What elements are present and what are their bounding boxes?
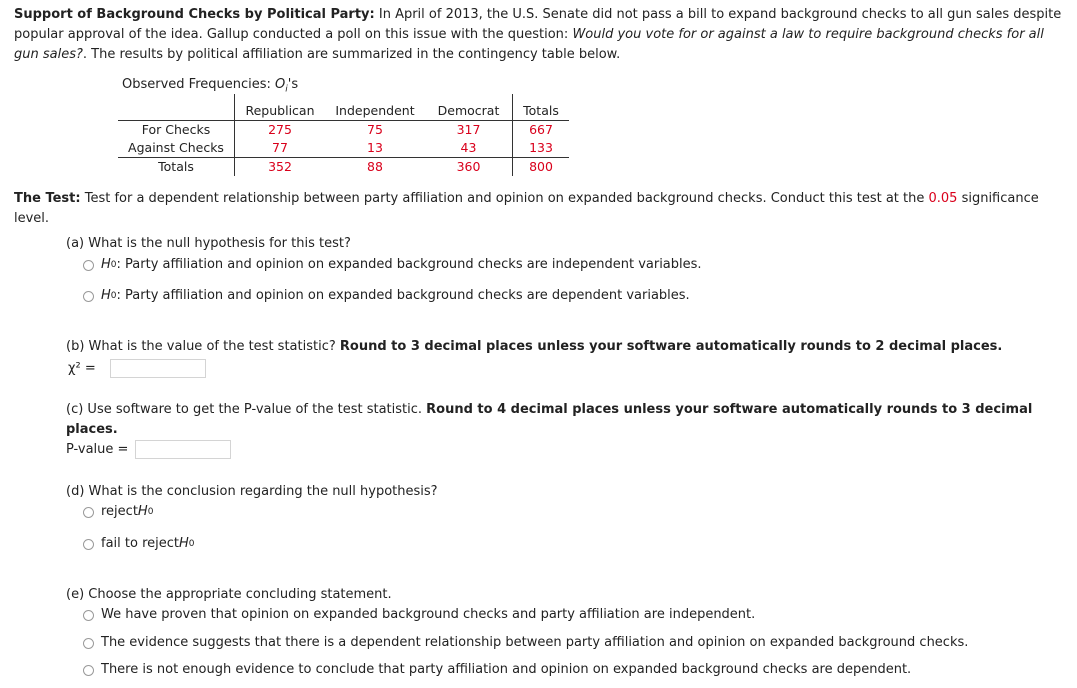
table-cell: 275 — [235, 121, 326, 140]
radio-button[interactable] — [83, 507, 94, 518]
p-value-input[interactable] — [135, 440, 231, 459]
problem-intro — [14, 5, 1069, 65]
significance-level: 0.05 — [928, 191, 958, 206]
poll-question: Would you vote for or against a law to require background checks for all gun sales? — [14, 27, 1044, 62]
chi-square-input[interactable] — [110, 359, 206, 378]
statement-option-proven-independent[interactable]: We have proven that opinion on expanded background checks and party affiliation are independent. — [83, 606, 755, 624]
col-header: Democrat — [425, 94, 513, 121]
row-label: For Checks — [118, 121, 235, 140]
intro-text-end: . The results by political affiliation are summarized in the contingency table below. — [82, 47, 621, 62]
table-cell: 317 — [456, 122, 481, 137]
table-cell: 667 — [513, 121, 570, 140]
intro-text: In April of 2013, the U.S. Senate did not pass a bill to expand background checks to all gun sales despite popular approval of the idea. Gallup conducted a poll on this issue with the question: — [14, 7, 1062, 42]
table-cell: 360 — [456, 159, 481, 174]
contingency-table — [118, 94, 569, 176]
table-cell: 13 — [325, 139, 425, 158]
chi-square-label: χ² = — [68, 361, 96, 376]
null-hypothesis-option-independent[interactable]: H 0 : Party affiliation and opinion on expanded background checks are independent variables. — [83, 256, 702, 274]
row-label: Totals — [158, 159, 194, 174]
radio-button[interactable] — [83, 260, 94, 271]
table-cell: 43 — [425, 139, 513, 158]
conclusion-option-fail-to-reject[interactable]: fail to reject H 0 — [83, 535, 195, 553]
question-e: (e) Choose the appropriate concluding statement. — [66, 587, 392, 602]
test-description: The Test: Test for a dependent relationship between party affiliation and opinion on expanded background checks. Conduct this test at the 0.05 significance level. — [14, 191, 1039, 226]
radio-button[interactable] — [83, 539, 94, 550]
table-row — [118, 139, 569, 158]
table-row — [118, 158, 569, 177]
null-hypothesis-option-dependent[interactable]: H 0 : Party affiliation and opinion on expanded background checks are dependent variables. — [83, 287, 690, 305]
table-cell: 88 — [367, 159, 383, 174]
statement-option-not-enough-evidence[interactable]: There is not enough evidence to conclude that party affiliation and opinion on expanded background checks are dependent. — [83, 661, 911, 679]
table-cell: 800 — [513, 158, 570, 177]
conclusion-option-reject[interactable]: reject H 0 — [83, 503, 153, 521]
test-label: The Test: — [14, 191, 81, 206]
radio-button[interactable] — [83, 638, 94, 649]
question-c: (c) Use software to get the P-value of the test statistic. Round to 4 decimal places unless your software automatically rounds to 3 decimal places. — [66, 402, 1033, 437]
table-cell: 75 — [367, 122, 383, 137]
question-a: (a) What is the null hypothesis for this test? — [66, 236, 351, 251]
problem-title: Support of Background Checks by Political Party: — [14, 7, 375, 22]
radio-button[interactable] — [83, 665, 94, 676]
table-cell: 352 — [235, 158, 326, 177]
table-cell: 77 — [235, 139, 326, 158]
question-d: (d) What is the conclusion regarding the null hypothesis? — [66, 484, 438, 499]
col-header: Republican — [235, 94, 326, 121]
table-cell: 133 — [513, 139, 570, 158]
statement-option-dependent-relationship[interactable]: The evidence suggests that there is a dependent relationship between party affiliation and opinion on expanded background checks. — [83, 634, 968, 652]
radio-button[interactable] — [83, 291, 94, 302]
question-b: (b) What is the value of the test statistic? Round to 3 decimal places unless your software automatically rounds to 2 decimal places. — [66, 339, 1003, 354]
table-row — [118, 121, 569, 140]
observed-frequencies-label: Observed Frequencies: $O_i's$ — [122, 77, 299, 95]
col-header: Independent — [325, 94, 425, 121]
col-header: Totals — [513, 94, 570, 121]
row-label: Against Checks — [118, 139, 235, 158]
radio-button[interactable] — [83, 610, 94, 621]
p-value-label: P-value = — [66, 442, 129, 457]
